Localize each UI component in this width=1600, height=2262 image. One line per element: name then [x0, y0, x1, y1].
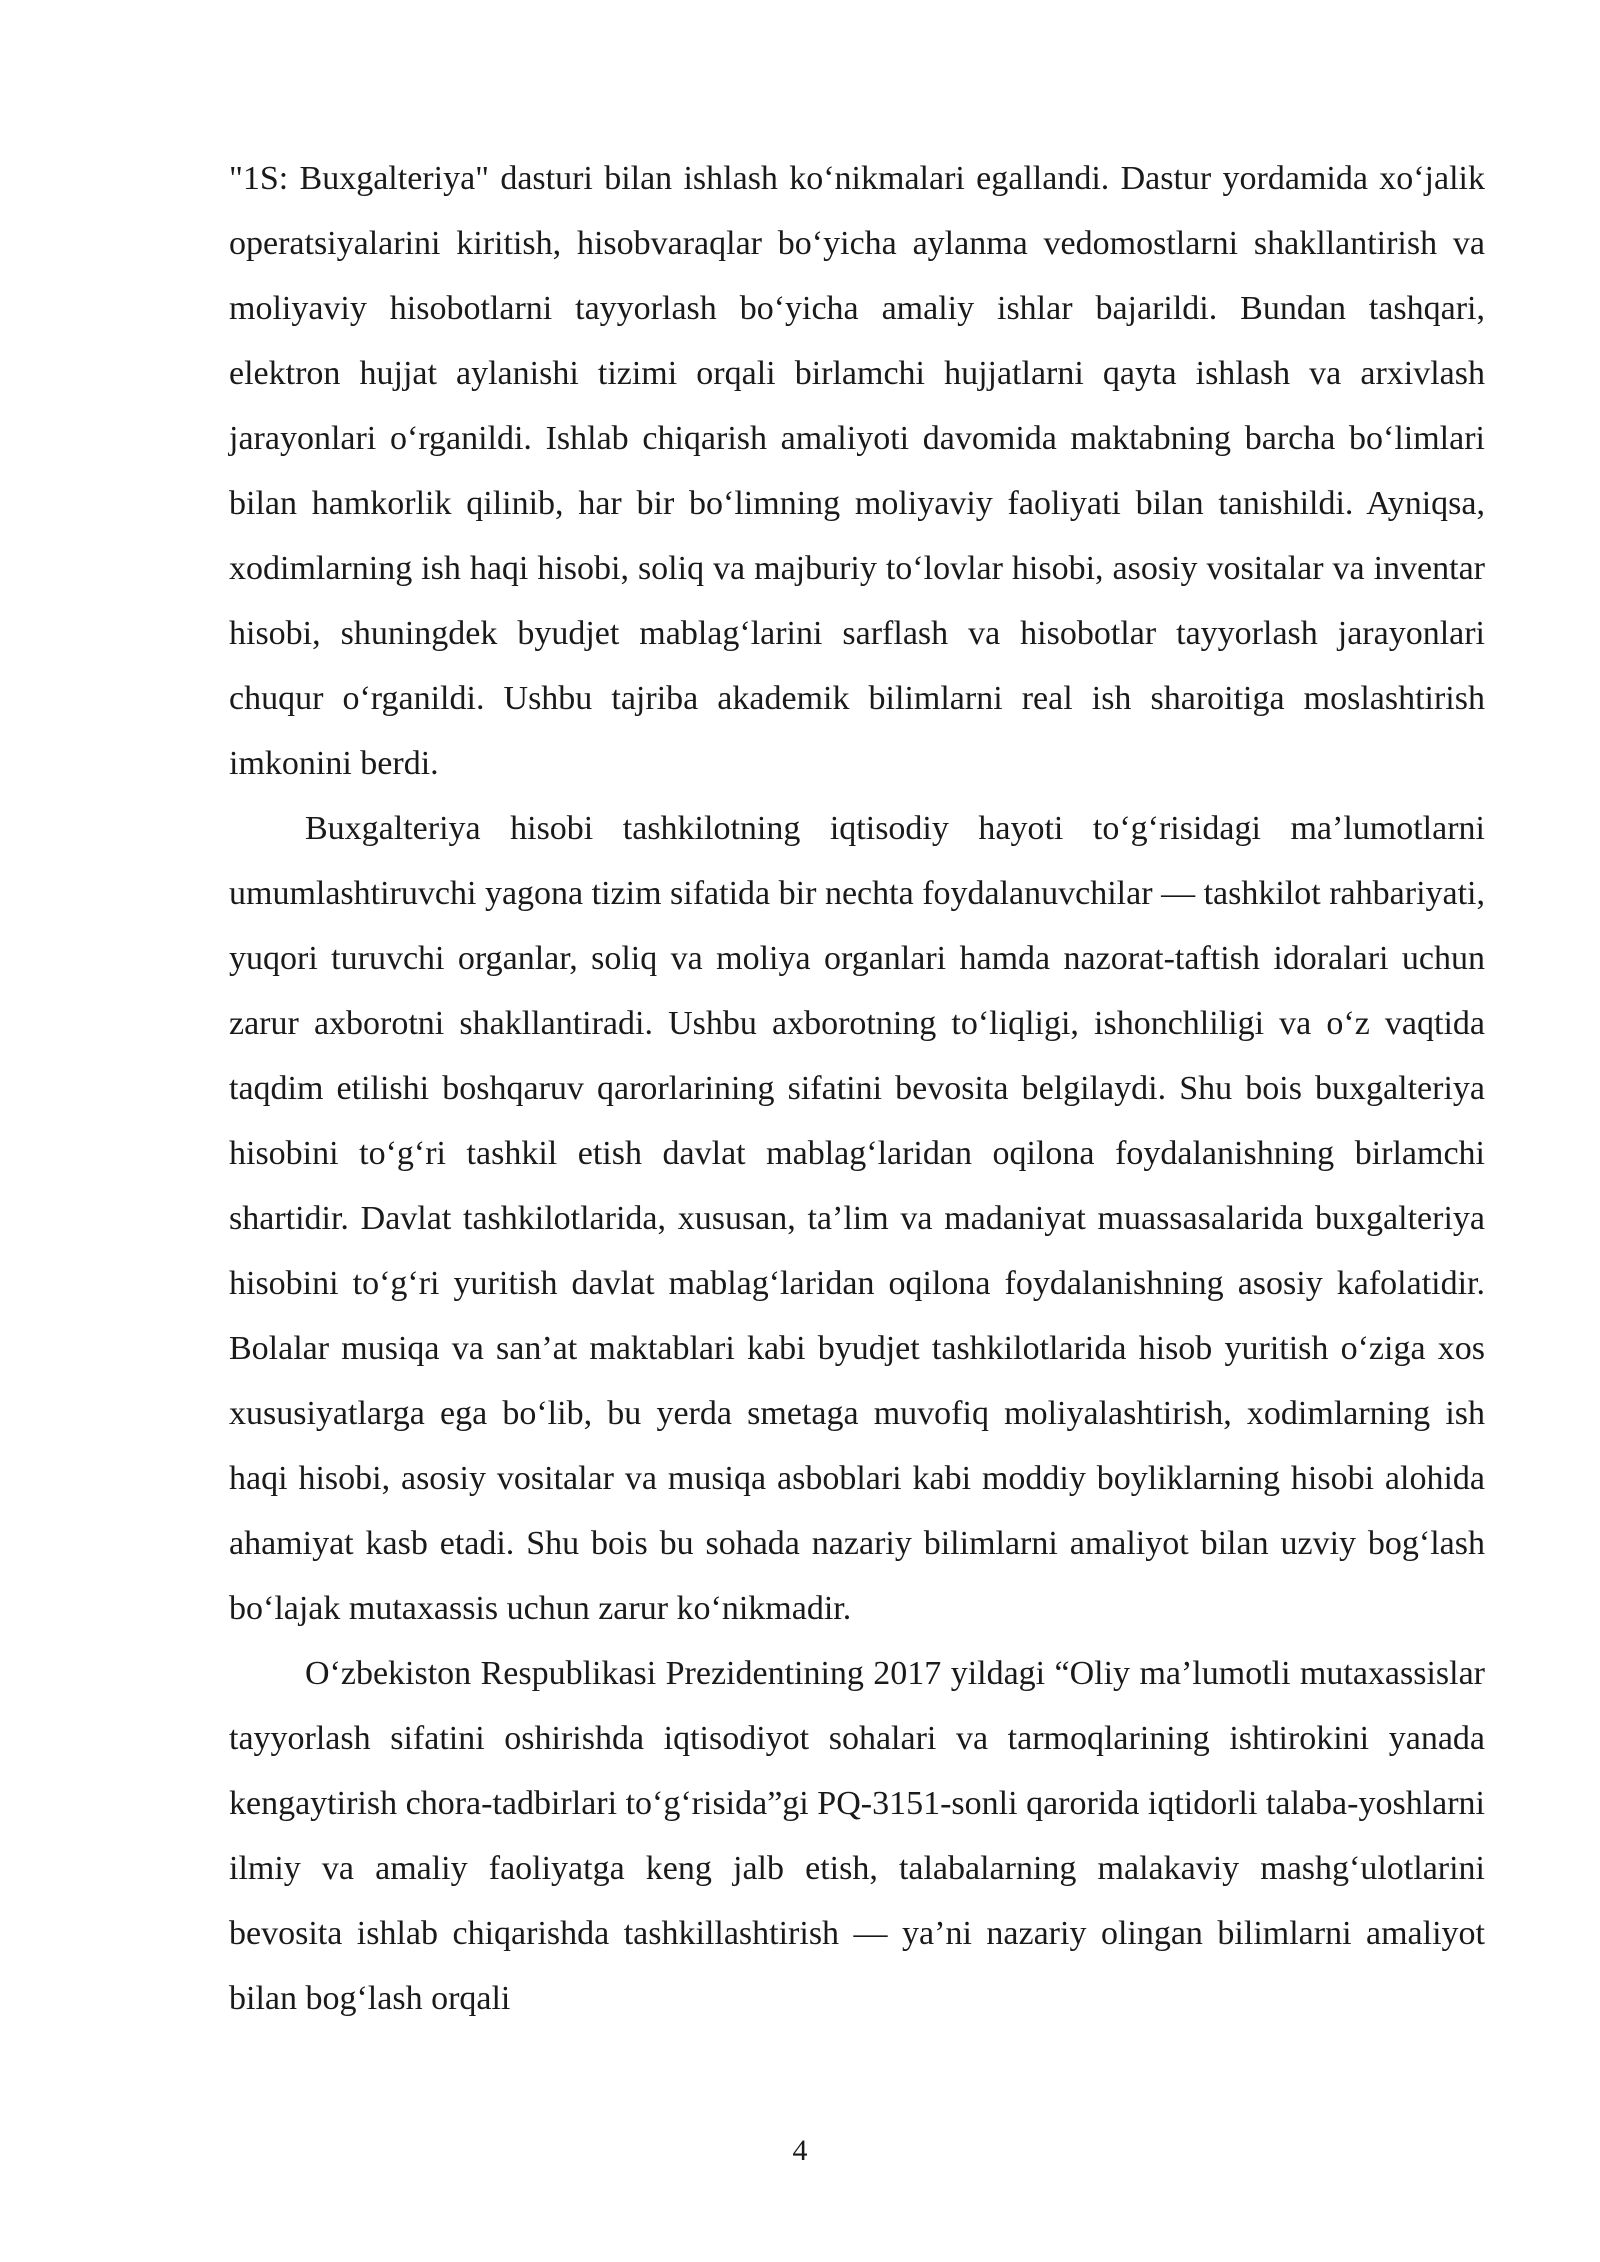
- paragraph-2: Buxgalteriya hisobi tashkilotning iqtisodiy hayoti to‘g‘risidagi ma’lumotlarni umumlashtiruvchi yagona tizim sifatida bir nechta foydalanuvchilar — tashkilot rahbariyati, yuqori turuvchi organlar, soliq va moliya organlari hamda nazorat-taftish idoralari uchun zarur axborotni shakllantiradi. Ushbu axborotning to‘liqligi, ishonchliligi va o‘z vaqtida taqdim etilishi boshqaruv qarorlarining sifatini bevosita belgilaydi. Shu bois buxgalteriya hisobini to‘g‘ri tashkil etish davlat mablag‘laridan oqilona foydalanishning birlamchi shartidir. Davlat tashkilotlarida, xususan, ta’lim va madaniyat muassasalarida buxgalteriya hisobini to‘g‘ri yuritish davlat mablag‘laridan oqilona foydalanishning asosiy kafolatidir. Bolalar musiqa va san’at maktablari kabi byudjet tashkilotlarida hisob yuritish o‘ziga xos xususiyatlarga ega bo‘lib, bu yerda smetaga muvofiq moliyalashtirish, xodimlarning ish haqi hisobi, asosiy vositalar va musiqa asboblari kabi moddiy boyliklarning hisobi alohida ahamiyat kasb etadi. Shu bois bu sohada nazariy bilimlarni amaliyot bilan uzviy bog‘lash bo‘lajak mutaxassis uchun zarur ko‘nikmadir.: [229, 810, 1485, 1627]
- page-number: 4: [792, 2134, 808, 2167]
- paragraph-3: O‘zbekiston Respublikasi Prezidentining 2017 yildagi “Oliy ma’lumotli mutaxassislar tayyorlash sifatini oshirishda iqtisodiyot sohalari va tarmoqlarining ishtirokini yanada kengaytirish chora-tadbirlari to‘g‘risida”gi PQ-3151-sonli qarorida iqtidorli talaba-yoshlarni ilmiy va amaliy faoliyatga keng jalb etish, talabalarning malakaviy mashg‘ulotlarini bevosita ishlab chiqarishda tashkillashtirish — ya’ni nazariy olingan bilimlarni amaliyot bilan bog‘lash orqali: [229, 1655, 1485, 2017]
- paragraph-1: "1S: Buxgalteriya" dasturi bilan ishlash ko‘nikmalari egallandi. Dastur yordamida xo‘jalik operatsiyalarini kiritish, hisobvaraqlar bo‘yicha aylanma vedomostlarni shakllantirish va moliyaviy hisobotlarni tayyorlash bo‘yicha amaliy ishlar bajarildi. Bundan tashqari, elektron hujjat aylanishi tizimi orqali birlamchi hujjatlarni qayta ishlash va arxivlash jarayonlari o‘rganildi. Ishlab chiqarish amaliyoti davomida maktabning barcha bo‘limlari bilan hamkorlik qilinib, har bir bo‘limning moliyaviy faoliyati bilan tanishildi. Ayniqsa, xodimlarning ish haqi hisobi, soliq va majburiy to‘lovlar hisobi, asosiy vositalar va inventar hisobi, shuningdek byudjet mablag‘larini sarflash va hisobotlar tayyorlash jarayonlari chuqur o‘rganildi. Ushbu tajriba akademik bilimlarni real ish sharoitiga moslashtirish imkonini berdi.: [229, 160, 1485, 782]
- page-body: [229, 146, 1485, 2031]
